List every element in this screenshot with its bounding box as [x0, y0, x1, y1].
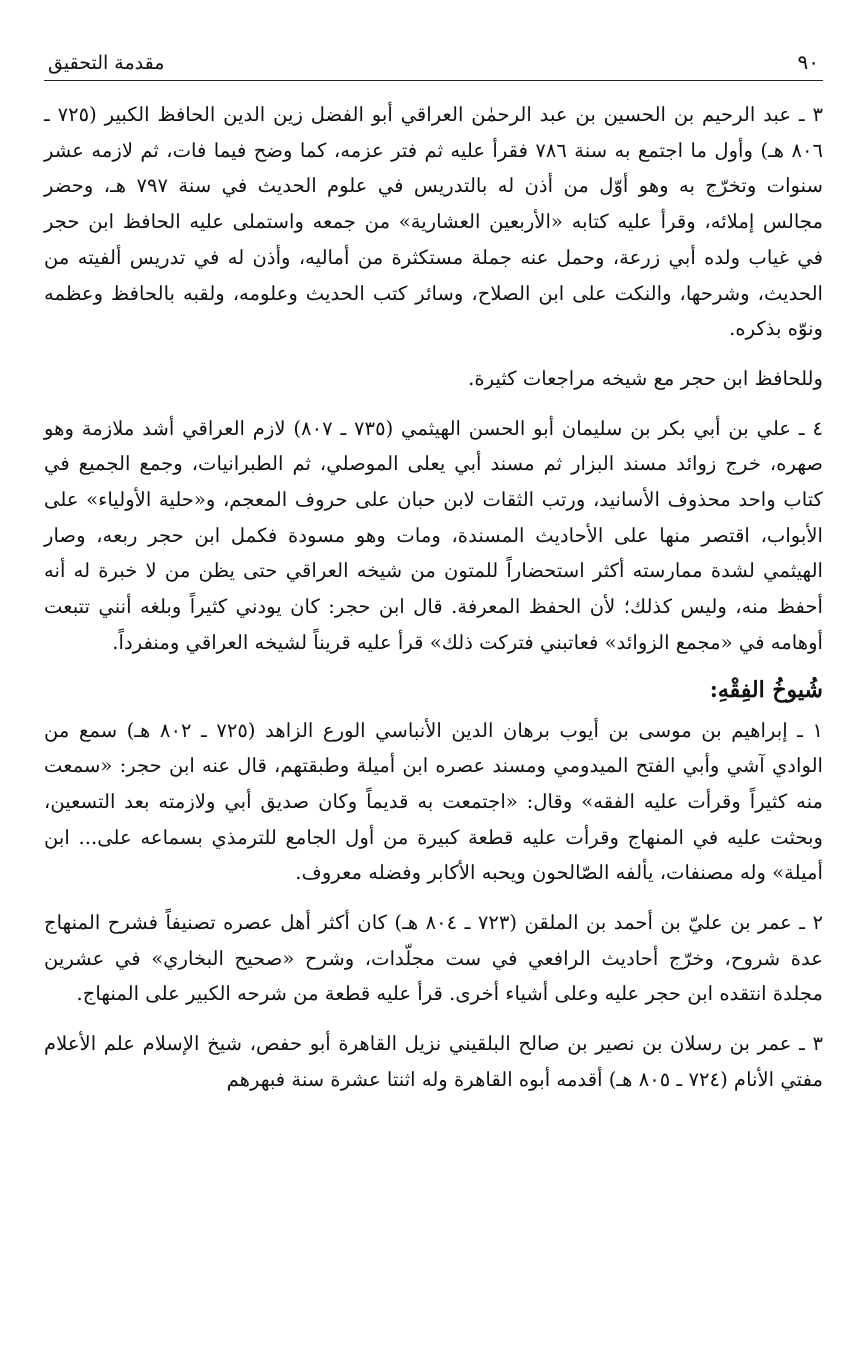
paragraph-abnasi: ١ ـ إبراهيم بن موسى بن أيوب برهان الدين الأنباسي الورع الزاهد (٧٢٥ ـ ٨٠٢ هـ) سمع من الوادي آشي وأبي الفتح الميدومي ومسند عصره ابن أميلة وطبقتهم، قال عنه ابن حجر: «سمعت منه كثيراً وقرأت عليه الفقه» وقال: «اجتمعت به قديماً وكان صديق أبي ولازمته بعد التسعين، وبحثت عليه في المنهاج وقرأت عليه قطعة كبيرة من أول الجامع للترمذي بسماعه على... ابن أميلة» وله مصنفات، يألفه الصّالحون ويحبه الأكابر وفضله معروف. [44, 718, 823, 885]
paragraph-ibn-mulaqqin: ٢ ـ عمر بن عليّ بن أحمد بن الملقن (٧٢٣ ـ ٨٠٤ هـ) كان أكثر أهل عصره تصنيفاً فشرح المنهاج عدة شروح، وخرّج أحاديث الرافعي في ست مجلّدات، وشرح «صحيح البخاري» في عشرين مجلدة انتقده ابن حجر عليه وعلى أشياء أخرى. قرأ عليه قطعة من شرحه الكبير على المنهاج. [44, 911, 823, 1006]
paragraph-iraqi: ٣ ـ عبد الرحيم بن الحسين بن عبد الرحمٰن العراقي أبو الفضل زين الدين الحافظ الكبير (٧٢٥ ـ ٨٠٦ هـ) وأول ما اجتمع به سنة ٧٨٦ فقرأ عليه ثم فتر عزمه، كما وضح فيما فات، ثم لازمه عشر سنوات وتخرّج به وهو أوّل من أذن له بالتدريس في علوم الحديث في سنة ٧٩٧ هـ، وحضر مجالس إملائه، وقرأ عليه كتابه «الأربعين العشارية» من جمعه واستملى عليه الحافظ ابن حجر في غياب ولده أبي زرعة، وحمل عنه جملة مستكثرة من أماليه، وأذن له في تدريس ألفيته من الحديث، وشرحها، والنكت على ابن الصلاح، وسائر كتب الحديث وعلومه، ولقبه بالحافظ وعظمه ونوّه بذكره. [44, 103, 824, 341]
page-number: ٩٠ [797, 50, 819, 74]
running-title: مقدمة التحقيق [48, 52, 165, 74]
paragraph-haythami: ٤ ـ علي بن أبي بكر بن سليمان أبو الحسن الهيثمي (٧٣٥ ـ ٨٠٧) لازم العراقي أشد ملازمة وهو صهره، خرج زوائد مسند البزار ثم مسند أبي يعلى الموصلي، ثم الطبرانيات، وجمع الجميع في كتاب واحد محذوف الأسانيد، ورتب الثقات لابن حبان على حروف المعجم، و«حلية الأولياء» على الأبواب، اقتصر منها على الأحاديث المسندة، ومات وهو مسودة فكمل ابن حجر ربعه، وصار الهيثمي لشدة ممارسته أكثر استحضاراً للمتون من شيخه العراقي حتى يظن من لا خبرة له أنه أحفظ منه، وليس كذلك؛ لأن الحفظ المعرفة. قال ابن حجر: كان يودني كثيراً وبلغه أنني تتبعت أوهامه في «مجمع الزوائد» فعاتبني فتركت ذلك» قرأ عليه قريناً لشيخه العراقي ومنفرداً. [44, 416, 823, 654]
page-body [44, 97, 823, 1098]
section-heading-fiqh-shuyukh: شُيوخُ الفِقْهِ: [709, 676, 823, 703]
paragraph-murajaat: وللحافظ ابن حجر مع شيخه مراجعات كثيرة. [468, 366, 823, 390]
running-head [44, 38, 823, 81]
paragraph-bulqini: ٣ ـ عمر بن رسلان بن نصير بن صالح البلقيني نزيل القاهرة أبو حفص، شيخ الإسلام علم الأعلام مفتي الأنام (٧٢٤ ـ ٨٠٥ هـ) أقدمه أبوه القاهرة وله اثنتا عشرة سنة فبهرهم [44, 1032, 823, 1091]
